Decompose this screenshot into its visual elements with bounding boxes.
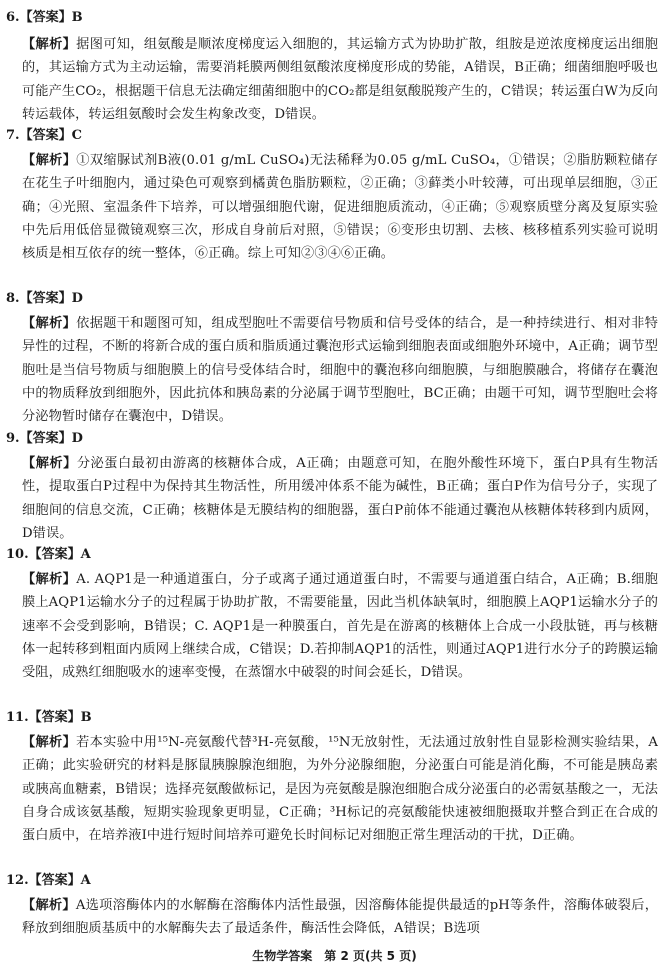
explanation (22, 33, 658, 126)
explanation (22, 568, 658, 684)
explanation-text: 若本实验中用¹⁵N-亮氨酸代替³H-亮氨酸，¹⁵N无放射性，无法通过放射性自显影检测实验结果，A正确；此实验研究的材料是豚鼠胰腺腺泡细胞，为外分泌腺细胞，分泌蛋白可能是消化酶，不可能是胰岛素或胰高血糖素，B错误；选择亮氨酸做标记，是因为亮氨酸是腺泡细胞合成分泌蛋白的必需氨基酸之一，无法自身合成该氨基酸，短期实验现象更明显，C正确；³H标记的亮氨酸能快速被细胞摄取并整合到正在合成的蛋白质中，在培养液Ⅰ中进行短时间培养可避免长时间标记对细胞正常生理活动的干扰，D正确。 (22, 735, 658, 844)
explanation-tag: 【解析】 (22, 37, 77, 52)
answer-line: 11.【答案】B (6, 710, 92, 725)
explanation-tag: 【解析】 (22, 572, 77, 587)
explanation-text: ①双缩脲试剂B液(0.01 g/mL CuSO₄)无法稀释为0.05 g/mL CuSO₄，①错误；②脂肪颗粒储存在花生子叶细胞内，通过染色可观察到橘黄色脂肪颗粒，②正确；③藓类小叶较薄，可出现单层细胞，③正确；④光照、室温条件下培养，可以增强细胞代谢，促进细胞质流动，④正确；⑤观察质壁分离及复原实验中先后用低倍显微镜观察三次，形成自身前后对照，⑤错误；⑥变形虫切割、去核、核移植系列实验可说明核质是相互依存的统一整体，⑥正确。综上可知②③④⑥正确。 (22, 153, 658, 262)
explanation (22, 731, 658, 847)
explanation-text: 依据题干和题图可知，组成型胞吐不需要信号物质和信号受体的结合，是一种持续进行、相对非特异性的过程，不断的将新合成的蛋白质和脂质通过囊泡形式运输到细胞表面或细胞外环境中，A正确；调节型胞吐是当信号物质与细胞膜上的信号受体结合时，细胞中的囊泡移向细胞膜，与细胞膜融合，将储存在囊泡中的物质释放到细胞外，因此抗体和胰岛素的分泌属于调节型胞吐，BC正确；由题干可知，调节型胞吐会将分泌物暂时储存在囊泡中，D错误。 (22, 316, 659, 425)
answer-line: 9.【答案】D (6, 431, 83, 446)
explanation-tag: 【解析】 (22, 735, 77, 750)
explanation-text: A选项溶酶体内的水解酶在溶酶体内活性最强，因溶酶体能提供最适的pH等条件，溶酶体破裂后，释放到细胞质基质中的水解酶失去了最适条件，酶活性会降低，A错误；B选项 (22, 898, 658, 937)
explanation-tag: 【解析】 (22, 456, 77, 471)
explanation-text: A. AQP1是一种通道蛋白，分子或离子通过通道蛋白时，不需要与通道蛋白结合，A正确；B.细胞膜上AQP1运输水分子的过程属于协助扩散，不需要能量，因此当机体缺氧时，细胞膜上AQP1运输水分子的速率不会受到影响，B错误；C. AQP1是一种膜蛋白，首先是在游离的核糖体上合成一小段肽链，再与核糖体一起转移到粗面内质网上继续合成，C错误；D.若抑制AQP1的活性，则通过AQP1进行水分子的跨膜运输受阻，成熟红细胞吸水的速率变慢，在蒸馏水中破裂的时间会延长，D错误。 (22, 572, 658, 681)
answer-line: 12.【答案】A (6, 873, 91, 888)
explanation-tag: 【解析】 (22, 153, 77, 168)
explanation (22, 149, 658, 265)
explanation (22, 312, 658, 428)
explanation (22, 894, 658, 941)
answer-line: 10.【答案】A (6, 547, 91, 562)
answer-line: 8.【答案】D (6, 291, 83, 306)
explanation-text: 据图可知，组氨酸是顺浓度梯度运入细胞的，其运输方式为协助扩散，组胺是逆浓度梯度运出细胞的，其运输方式为主动运输，需要消耗膜两侧组氨酸浓度梯度形成的势能，A错误，B正确；细菌细胞呼吸也可能产生CO₂，根据题干信息无法确定细菌细胞中的CO₂都是组氨酸脱羧产生的，C错误；转运蛋白W为反向转运载体，转运组氨酸时会发生构象改变，D错误。 (22, 37, 659, 122)
explanation-text: 分泌蛋白最初由游离的核糖体合成，A正确；由题意可知，在胞外酸性环境下，蛋白P具有生物活性，提取蛋白P过程中为保持其生物活性，所用缓冲体系不能为碱性，B正确；蛋白P作为信号分子，实现了细胞间的信息交流，C正确；核糖体是无膜结构的细胞器，蛋白P前体不能通过囊泡从核糖体转移到内质网，D错误。 (22, 456, 658, 541)
explanation-tag: 【解析】 (22, 898, 76, 913)
explanation (22, 452, 658, 545)
page-footer: 生物学答案 第 2 页(共 5 页) (252, 949, 417, 963)
answer-line: 7.【答案】C (6, 128, 82, 143)
answer-line: 6.【答案】B (6, 10, 83, 25)
explanation-tag: 【解析】 (22, 316, 77, 331)
